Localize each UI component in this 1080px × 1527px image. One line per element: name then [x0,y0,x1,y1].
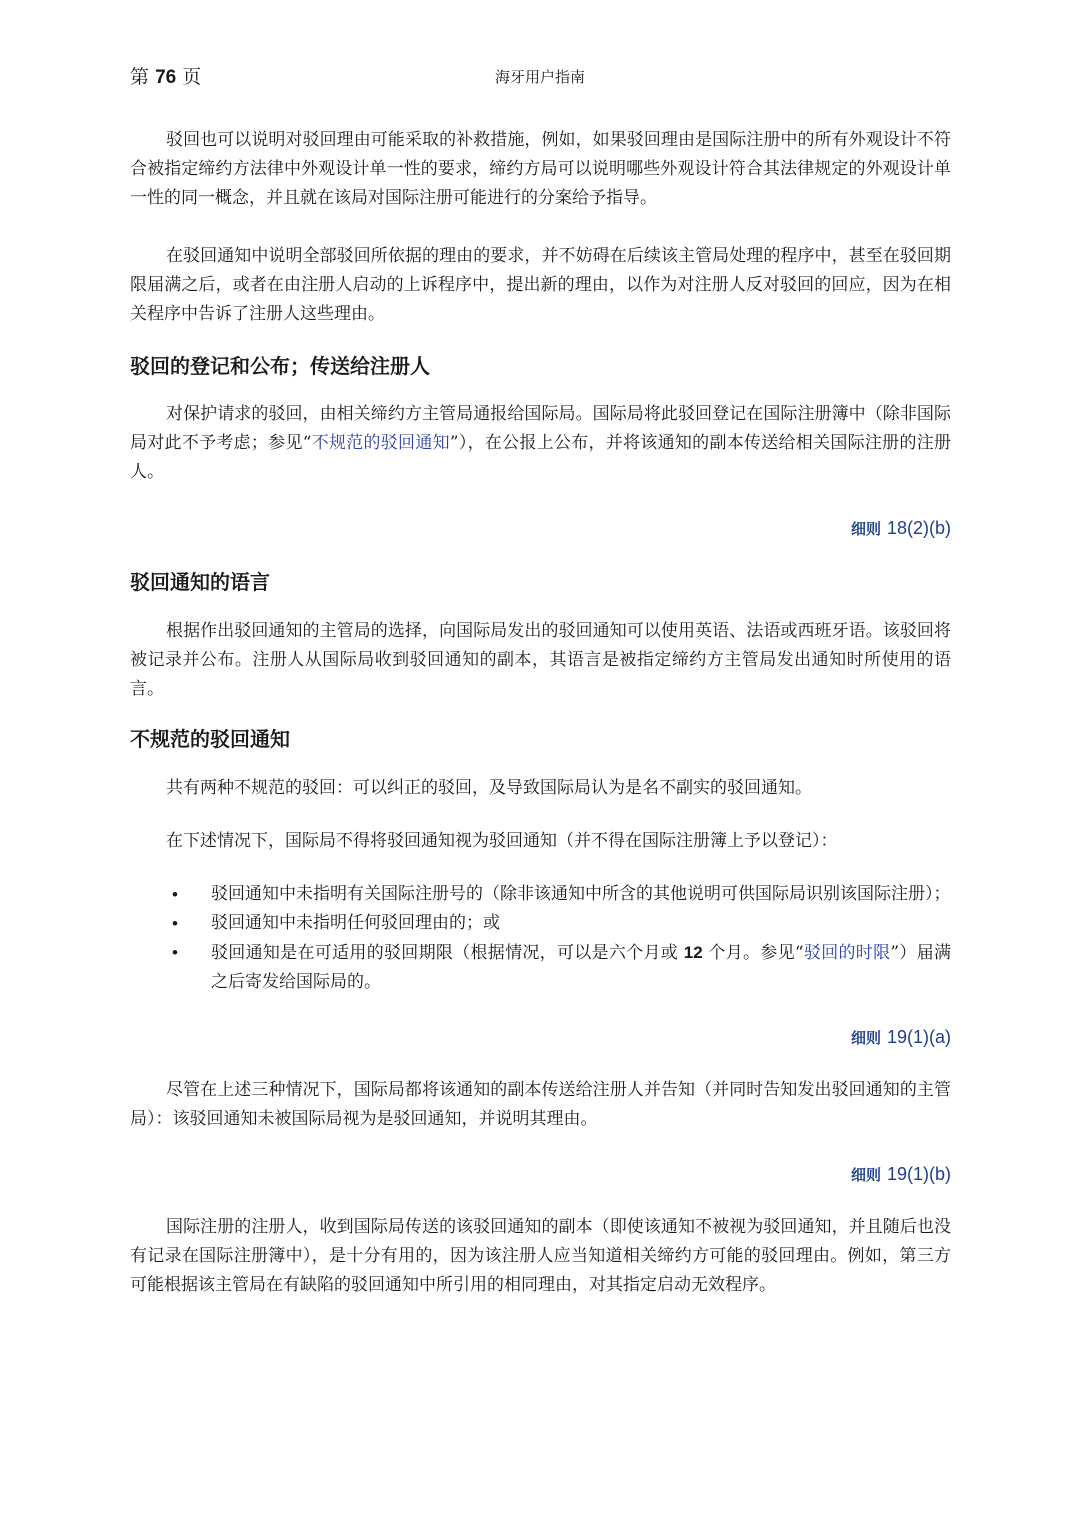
list-item: • 驳回通知中未指明有关国际注册号的（除非该通知中所含的其他说明可供国际局识别该国际注册）； [172,884,951,904]
rule-reference-19-1-a [130,1023,951,1052]
paragraph-notice-not-refusal: 尽管在上述三种情况下，国际局都将该通知的副本传送给注册人并告知（并同时告知发出驳回通知的主管局）：该驳回通知未被国际局视为是驳回通知，并说明其理由。 [130,1080,951,1129]
rule-ref: 19(1)(a) [886,1027,951,1047]
page-header [130,62,950,96]
paragraph-conditions: 在下述情况下，国际局不得将驳回通知视为驳回通知（并不得在国际注册簿上予以登记）： [166,831,838,851]
rule-label: 细则 [850,1029,881,1047]
rule-label: 细则 [850,1166,881,1184]
list-item: • 驳回通知中未指明任何驳回理由的；或 [172,913,500,933]
paragraph-language: 根据作出驳回通知的主管局的选择，向国际局发出的驳回通知可以使用英语、法语或西班牙语。该驳回将被记录并公布。注册人从国际局收到驳回通知的副本，其语言是被指定缔约方主管局发出通知时所使用的语言。 [130,621,951,699]
rule-reference-18-2-b [130,514,951,543]
rule-ref: 18(2)(b) [886,518,951,538]
irregularity-list [130,880,951,997]
heading-irregular: 不规范的驳回通知 [130,727,290,751]
page-number: 第 76 页 [130,66,202,88]
page-number-value: 76 [155,67,177,88]
paragraph-usefulness: 国际注册的注册人，收到国际局传送的该驳回通知的副本（即使该通知不被视为驳回通知，并且随后也没有记录在国际注册簿中），是十分有用的，因为该注册人应当知道相关缔约方可能的驳回理由。例如，第三方可能根据该主管局在有缺陷的驳回通知中所引用的相同理由，对其指定启动无效程序。 [130,1217,951,1295]
paragraph-two-types: 共有两种不规范的驳回：可以纠正的驳回，及导致国际局认为是名不副实的驳回通知。 [166,778,812,798]
paragraph-refusal-notification: 对保护请求的驳回，由相关缔约方主管局通报给国际局。国际局将此驳回登记在国际注册簿中（除非国际局对此不予考虑；参见“不规范的驳回通知”），在公报上公布，并将该通知的副本传送给相关国际注册的注册人。 [130,404,951,482]
paragraph-remedies: 驳回也可以说明对驳回理由可能采取的补救措施，例如，如果驳回理由是国际注册中的所有外观设计不符合被指定缔约方法律中外观设计单一性的要求，缔约方局可以说明哪些外观设计符合其法律规定的外观设计单一性的同一概念，并且就在该局对国际注册可能进行的分案给予指导。 [130,130,951,208]
rule-label: 细则 [850,520,881,538]
list-item: • 驳回通知是在可适用的驳回期限（根据情况，可以是六个月或 12 个月。参见“驳回的时限”）届满之后寄发给国际局的。 [172,943,951,992]
page-body [130,126,951,1300]
running-title: 海牙用户指南 [494,68,585,86]
heading-language: 驳回通知的语言 [130,570,270,594]
link-irregular-refusal[interactable]: 不规范的驳回通知 [311,433,450,453]
paragraph-new-grounds: 在驳回通知中说明全部驳回所依据的理由的要求，并不妨碍在后续该主管局处理的程序中，甚至在驳回期限届满之后，或者在由注册人启动的上诉程序中，提出新的理由，以作为对注册人反对驳回的回应，因为在相关程序中告诉了注册人这些理由。 [130,246,951,324]
rule-ref: 19(1)(b) [886,1164,951,1184]
heading-recording-publication: 驳回的登记和公布；传送给注册人 [130,354,430,378]
link-refusal-time-limit[interactable]: 驳回的时限 [803,943,891,963]
rule-reference-19-1-b [130,1160,951,1189]
